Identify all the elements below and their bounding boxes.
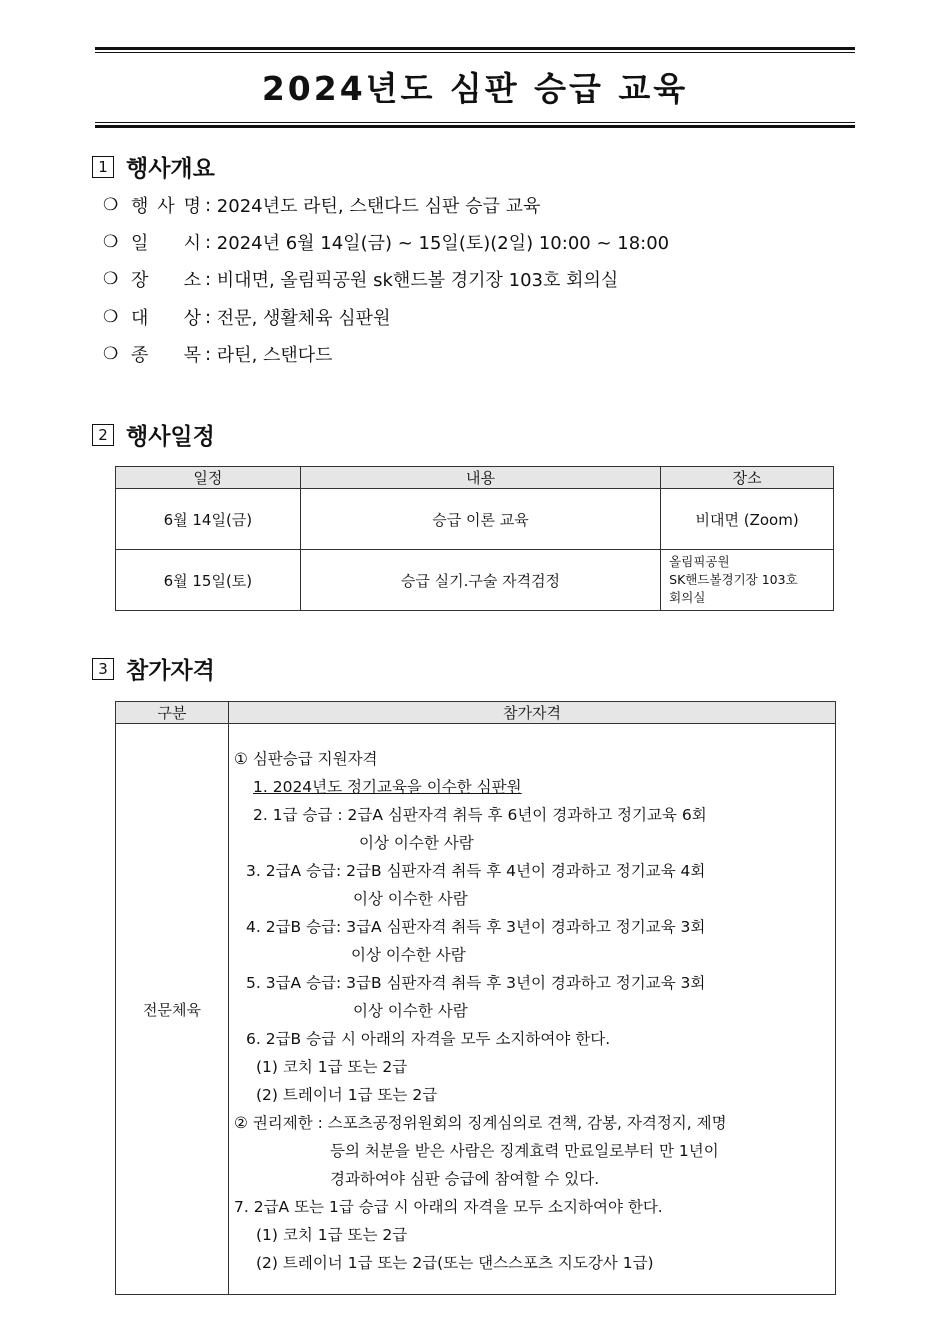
qualification-category: 전문체육: [116, 724, 229, 1295]
qualification-line: 6. 2급B 승급 시 아래의 자격을 모두 소지하여야 한다.: [246, 1030, 611, 1048]
overview-item-venue: ❍ 장 소 : 비대면, 올림픽공원 sk핸드볼 경기장 103호 회의실: [103, 266, 618, 292]
column-header: 장소: [661, 467, 834, 489]
qualification-line: 3. 2급A 승급: 2급B 심판자격 취득 후 4년이 경과하고 정기교육 4회: [246, 862, 706, 880]
overview-value: 2024년 6월 14일(금) ~ 15일(토)(2일) 10:00 ~ 18:00: [216, 233, 670, 254]
overview-label: 장 소: [131, 270, 201, 291]
column-header: 구분: [116, 702, 229, 724]
title-block: [95, 47, 855, 128]
qualification-line: 2. 1급 승급 : 2급A 심판자격 취득 후 6년이 경과하고 정기교육 6회: [253, 806, 707, 824]
qualification-line: 5. 3급A 승급: 3급B 심판자격 취득 후 3년이 경과하고 정기교육 3회: [246, 974, 706, 992]
schedule-date: 6월 15일(토): [116, 550, 301, 611]
table-row: [116, 550, 834, 611]
section-qualification-heading: [92, 652, 215, 685]
qualification-line: 경과하여야 심판 승급에 참여할 수 있다.: [330, 1170, 600, 1188]
column-header: 참가자격: [229, 702, 836, 724]
qualification-line: (2) 트레이너 1급 또는 2급(또는 댄스스포츠 지도강사 1급): [256, 1254, 654, 1272]
overview-label: 일 시: [131, 233, 201, 254]
section-title: 행사일정: [126, 424, 215, 450]
schedule-place: 비대면 (Zoom): [661, 489, 834, 550]
overview-label: 대 상: [131, 308, 201, 329]
qualification-line: 7. 2급A 또는 1급 승급 시 아래의 자격을 모두 소지하여야 한다.: [234, 1198, 663, 1216]
qualification-line: 이상 이수한 사람: [351, 946, 466, 964]
page-title: 2024년도 심판 승급 교육: [261, 69, 689, 108]
bullet-circle-icon: ❍: [103, 307, 119, 327]
schedule-date: 6월 14일(금): [116, 489, 301, 550]
overview-item-event-name: ❍ 행 사 명 : 2024년도 라틴, 스탠다드 심판 승급 교육: [103, 192, 540, 218]
overview-value: 전문, 생활체육 심판원: [216, 308, 391, 329]
title-rule-bottom: [95, 122, 855, 128]
qualification-line: 1. 2024년도 정기교육을 이수한 심판원: [253, 778, 522, 796]
column-header: 일정: [116, 467, 301, 489]
bullet-circle-icon: ❍: [103, 344, 119, 364]
overview-label: 종 목: [131, 345, 201, 366]
qualification-line: 등의 처분을 받은 사람은 징계효력 만료일로부터 만 1년이: [330, 1142, 719, 1160]
schedule-table: [115, 466, 834, 611]
qualification-line: 이상 이수한 사람: [353, 1002, 468, 1020]
section-number-box: 3: [92, 658, 114, 680]
table-header-row: [116, 702, 836, 724]
section-number-box: 2: [92, 424, 114, 446]
qualification-line: 이상 이수한 사람: [359, 834, 474, 852]
section-number-box: 1: [92, 156, 114, 178]
qualification-line: ② 권리제한 : 스포츠공정위원회의 징계심의로 견책, 감봉, 자격정지, 제명: [234, 1114, 727, 1132]
overview-value: 라틴, 스탠다드: [216, 345, 333, 366]
schedule-content: 승급 이론 교육: [300, 489, 660, 550]
qualification-body: [229, 724, 836, 1295]
table-header-row: [116, 467, 834, 489]
section-title: 행사개요: [126, 156, 215, 182]
overview-item-datetime: ❍ 일 시 : 2024년 6월 14일(금) ~ 15일(토)(2일) 10:00 ~ 18:00: [103, 229, 669, 255]
table-row: [116, 489, 834, 550]
section-overview-heading: [92, 150, 215, 183]
qualification-line: (2) 트레이너 1급 또는 2급: [256, 1086, 438, 1104]
overview-value: 2024년도 라틴, 스탠다드 심판 승급 교육: [216, 196, 541, 217]
overview-item-target: ❍ 대 상 : 전문, 생활체육 심판원: [103, 304, 390, 330]
overview-item-events: ❍ 종 목 : 라틴, 스탠다드: [103, 341, 333, 367]
section-schedule-heading: [92, 418, 215, 451]
qualification-line: 이상 이수한 사람: [353, 890, 468, 908]
qualification-line: ① 심판승급 지원자격: [234, 750, 378, 768]
qualification-line: (1) 코치 1급 또는 2급: [256, 1058, 408, 1076]
schedule-content: 승급 실기.구술 자격검정: [300, 550, 660, 611]
overview-value: 비대면, 올림픽공원 sk핸드볼 경기장 103호 회의실: [216, 270, 619, 291]
qualification-table: [115, 701, 836, 1295]
column-header: 내용: [300, 467, 660, 489]
schedule-place: 올림픽공원 SK핸드볼경기장 103호 회의실: [661, 550, 834, 611]
bullet-circle-icon: ❍: [103, 232, 119, 252]
overview-label: 행 사 명: [131, 196, 201, 217]
qualification-line: 4. 2급B 승급: 3급A 심판자격 취득 후 3년이 경과하고 정기교육 3회: [246, 918, 706, 936]
table-row: [116, 724, 836, 1295]
bullet-circle-icon: ❍: [103, 195, 119, 215]
bullet-circle-icon: ❍: [103, 269, 119, 289]
section-title: 참가자격: [126, 658, 215, 684]
qualification-line: (1) 코치 1급 또는 2급: [256, 1226, 408, 1244]
